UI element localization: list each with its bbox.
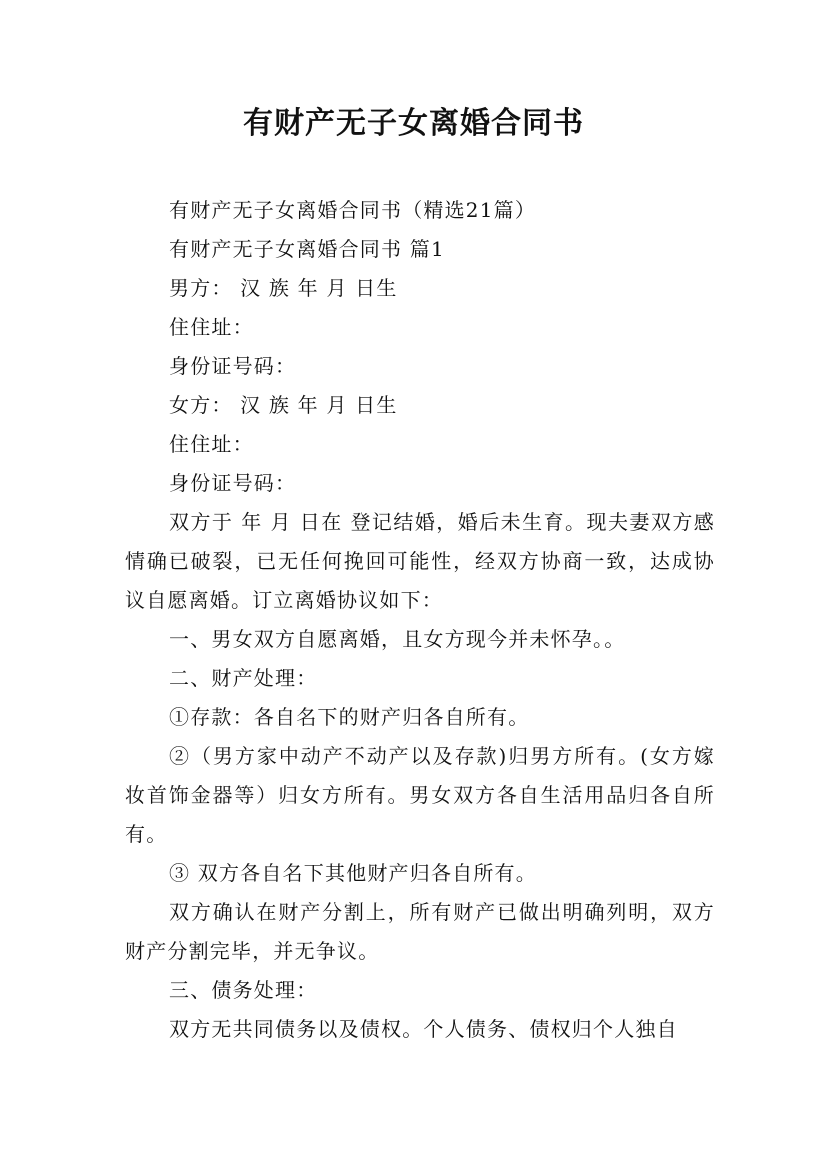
paragraph: 男方： 汉 族 年 月 日生 bbox=[169, 276, 398, 300]
document-title: 有财产无子女离婚合同书 bbox=[243, 106, 584, 141]
paragraph: 身份证号码： bbox=[169, 354, 297, 378]
paragraph: 有财产无子女离婚合同书（精选21篇） bbox=[169, 198, 537, 222]
paragraph: 身份证号码： bbox=[169, 471, 297, 495]
paragraph: 双方无共同债务以及债权。个人债务、债权归个人独自 bbox=[169, 1017, 678, 1041]
paragraph: 三、债务处理： bbox=[169, 978, 318, 1002]
paragraph: 女方： 汉 族 年 月 日生 bbox=[169, 393, 398, 417]
paragraph: 双方于 年 月 日在 登记结婚，婚后未生育。现夫妻双方感情确已破裂，已无任何挽回可能性，经双方协商一致，达成协议自愿离婚。订立离婚协议如下： bbox=[125, 510, 715, 612]
paragraph: ②（男方家中动产不动产以及存款)归男方所有。(女方嫁妆首饰金器等）归女方所有。男女双方各自生活用品归各自所有。 bbox=[125, 744, 715, 846]
paragraph: 一、男女双方自愿离婚，且女方现今并未怀孕。。 bbox=[169, 627, 626, 651]
paragraph: 双方确认在财产分割上，所有财产已做出明确列明，双方财产分割完毕，并无争议。 bbox=[125, 900, 715, 963]
paragraph: ①存款：各自名下的财产归各自所有。 bbox=[169, 705, 530, 729]
paragraph: 二、财产处理： bbox=[169, 666, 318, 690]
paragraph: 住住址： bbox=[169, 315, 254, 339]
paragraph: ③ 双方各自名下其他财产归各自所有。 bbox=[169, 861, 537, 885]
document-body bbox=[125, 191, 715, 1049]
paragraph: 住住址： bbox=[169, 432, 254, 456]
paragraph: 有财产无子女离婚合同书 篇1 bbox=[169, 237, 445, 261]
